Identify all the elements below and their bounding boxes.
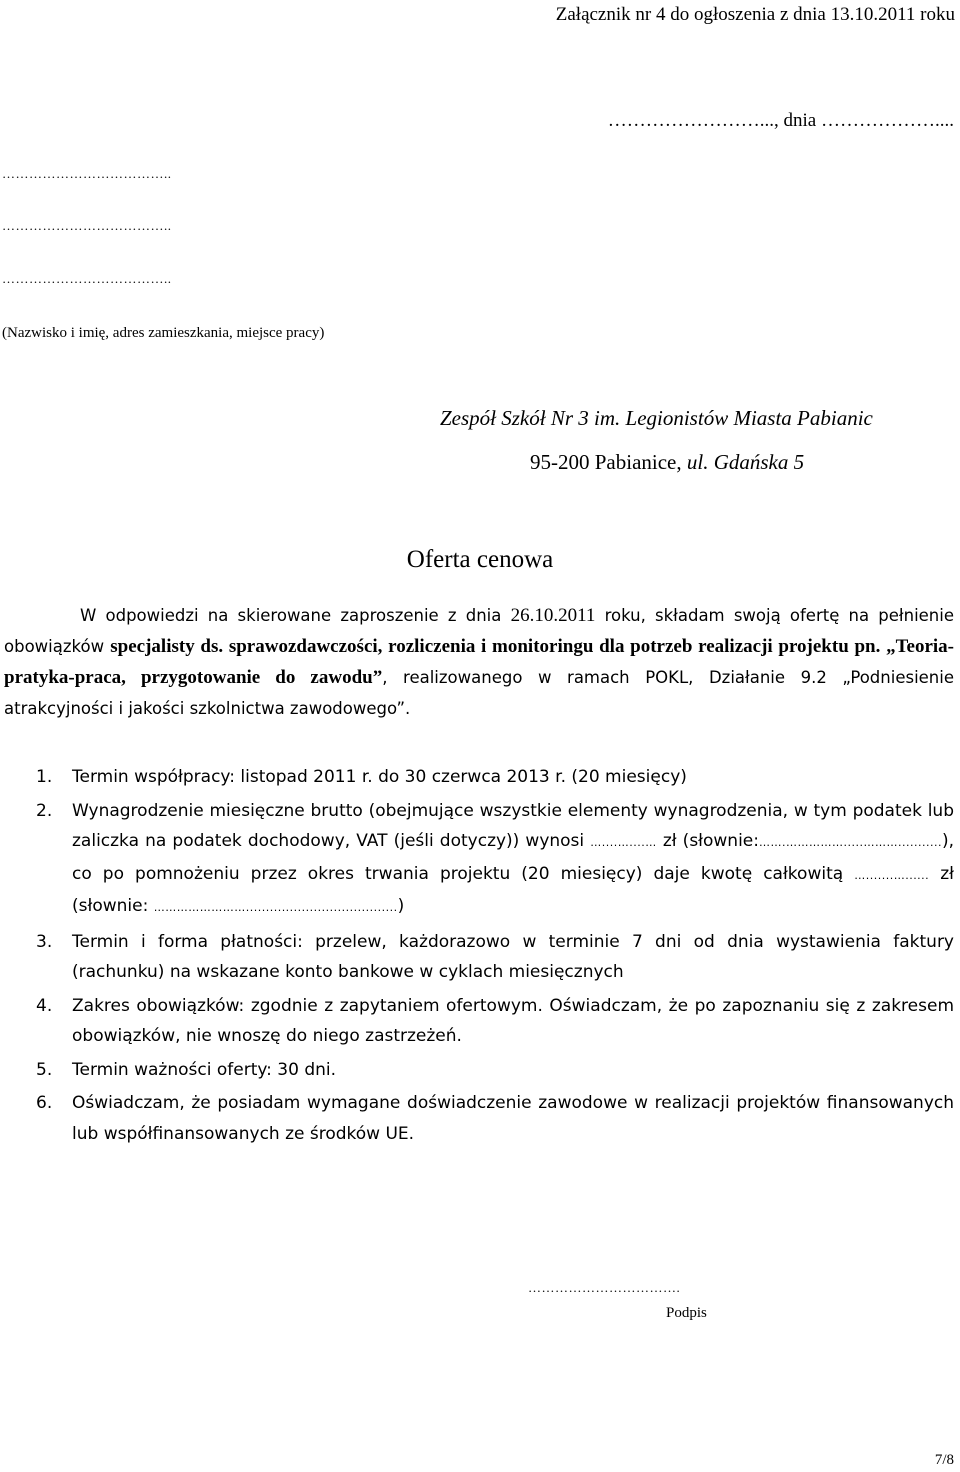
total-amount-blank: ….......…...... bbox=[854, 868, 930, 882]
salary-text: zł (słownie: bbox=[72, 863, 954, 916]
terms-list bbox=[4, 762, 954, 1152]
list-item-number: 3. bbox=[36, 931, 53, 952]
recipient-postal-city: 95-200 Pabianice, bbox=[530, 450, 687, 474]
intro-text: roku, składam swoją ofertę na pełnienie obowiązków bbox=[4, 606, 954, 656]
recipient-street: ul. Gdańska 5 bbox=[686, 450, 805, 474]
intro-paragraph bbox=[4, 600, 954, 724]
list-item bbox=[4, 991, 954, 1052]
list-item bbox=[4, 1055, 954, 1086]
list-item-number: 2. bbox=[36, 800, 53, 821]
salary-text: ), co po pomnożeniu przez okres trwania projektu (20 miesięcy) daje kwotę całkowitą bbox=[72, 831, 954, 884]
salary-text: Wynagrodzenie miesięczne brutto (obejmujące wszystkie elementy wynagrodzenia, w tym podatek lub zaliczka na podatek dochodowy, VAT (jeśli dotyczy)) wynosi bbox=[72, 800, 954, 851]
project-name: „Teoria-pratyka-praca, przygotowanie do zawodu” bbox=[4, 636, 954, 688]
monthly-amount-words-blank: …….…………….....………........... bbox=[759, 836, 942, 849]
role-description: sprawozdawczości, rozliczenia i monitoringu dla potrzeb realizacji projektu pn. bbox=[223, 636, 887, 657]
list-item-text: Termin i forma płatności: przelew, każdorazowo w terminie 7 dni od dnia wystawienia faktury (rachunku) na wskazane konto bankowe w cyklach miesięcznych bbox=[72, 931, 954, 982]
list-item-text: Zakres obowiązków: zgodnie z zapytaniem ofertowym. Oświadczam, że po zapoznaniu się z zakresem obowiązków, nie wnoszę do niego zastrzeżeń. bbox=[72, 995, 954, 1046]
sender-dot-line: ……………………………….. bbox=[2, 271, 172, 286]
list-item-number: 6. bbox=[36, 1093, 53, 1113]
page-number: 7/8 bbox=[934, 1452, 954, 1468]
document-title: Oferta cenowa bbox=[406, 546, 554, 573]
signature-line: ……………………………. bbox=[528, 1280, 681, 1295]
list-item-number: 5. bbox=[36, 1059, 53, 1080]
list-item-text: Termin współpracy: listopad 2011 r. do 30 czerwca 2013 r. (20 miesięcy) bbox=[72, 767, 687, 787]
intro-text: , realizowanego w ramach POKL, Działanie 9. bbox=[382, 668, 817, 687]
sender-dot-line: ……………………………….. bbox=[2, 218, 172, 233]
recipient-address bbox=[530, 450, 804, 475]
list-item bbox=[4, 927, 954, 988]
list-item-text: Oświadczam, że posiadam wymagane doświadczenie zawodowe w realizacji projektów finansowanych lub współfinansowanych ze środków UE. bbox=[72, 1093, 954, 1144]
total-amount-words-blank: ……………………...................................... bbox=[153, 901, 398, 914]
list-item-text: Termin ważności oferty: 30 dni. bbox=[72, 1059, 337, 1080]
list-item bbox=[4, 1088, 954, 1149]
intro-text: 2 „Podniesienie atrakcyjności i jakości szkolnictwa zawodowego”. bbox=[4, 668, 954, 718]
place-date-line: ……………………..., dnia ……………….... bbox=[607, 110, 954, 131]
salary-text: zł (słownie: bbox=[656, 831, 759, 851]
list-item-text bbox=[72, 796, 954, 924]
monthly-amount-blank: …....…....… bbox=[590, 836, 657, 849]
signature-caption: Podpis bbox=[666, 1305, 707, 1321]
attachment-header: Załącznik nr 4 do ogłoszenia z dnia 13.10.2011 roku bbox=[555, 4, 955, 25]
recipient-name: Zespół Szkół Nr 3 im. Legionistów Miasta Pabianic bbox=[440, 406, 873, 430]
list-item-number: 4. bbox=[36, 995, 53, 1016]
list-item-number: 1. bbox=[36, 767, 53, 787]
sender-caption: (Nazwisko i imię, adres zamieszkania, miejsce pracy) bbox=[2, 325, 325, 341]
role-title: specjalisty ds. bbox=[110, 636, 224, 657]
list-item bbox=[4, 762, 954, 793]
salary-text: ) bbox=[397, 896, 405, 916]
sender-dot-line: ……………………………….. bbox=[2, 166, 172, 181]
invitation-date: 26.10.2011 bbox=[510, 605, 596, 626]
list-item bbox=[4, 796, 954, 924]
intro-text: W odpowiedzi na skierowane zaproszenie z dnia bbox=[80, 606, 511, 625]
